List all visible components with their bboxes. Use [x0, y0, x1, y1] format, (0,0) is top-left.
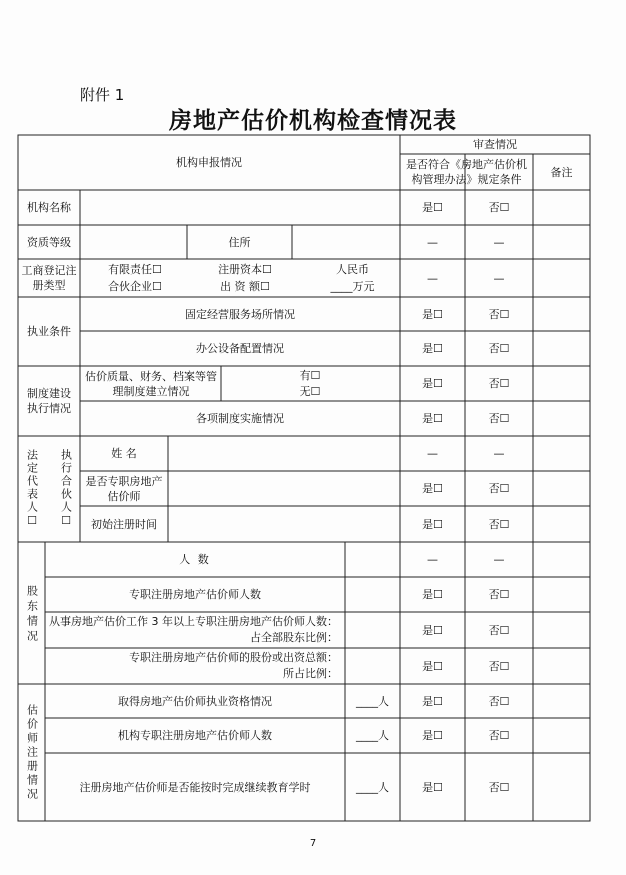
page-number: 7	[309, 838, 317, 849]
label-inst-fulltime: 机构专职注册房地产估价师人数	[118, 729, 272, 742]
label-rmb: 人民币	[336, 263, 369, 276]
option-limited: 有限责任☐	[108, 263, 162, 276]
mark-dash: —	[427, 271, 438, 285]
mark-no: 否☐	[488, 588, 510, 601]
mark-no: 否☐	[488, 342, 510, 355]
label-system: 制度建设执行情况	[27, 387, 71, 415]
mark-no: 否☐	[488, 659, 510, 673]
mark-dash: —	[427, 235, 438, 249]
mark-dash: —	[493, 553, 505, 566]
mark-dash: —	[427, 447, 438, 460]
label-stake-line1: 专职注册房地产估价师的股份或出资总额：	[129, 650, 338, 664]
mark-yes: 是☐	[422, 588, 443, 601]
mark-no: 否☐	[488, 729, 510, 742]
label-count: 人 数	[179, 553, 211, 566]
label-shareholder: 股东情况	[25, 585, 39, 645]
option-partnership: 合伙企业☐	[108, 280, 162, 293]
mark-yes: 是☐	[422, 342, 443, 355]
label-person-unit: ____人	[356, 694, 389, 708]
mark-no: 否☐	[488, 377, 510, 390]
mark-yes: 是☐	[422, 729, 443, 742]
label-fulltime: 是否专职房地产估价师	[85, 474, 163, 503]
label-exec-cond: 执业条件	[27, 325, 71, 338]
mark-no: 否☐	[488, 623, 510, 637]
mark-no: 否☐	[488, 201, 510, 214]
label-share-ratio-line2: 占全部股东比例：	[250, 630, 338, 644]
label-qualification: 资质等级	[27, 235, 71, 249]
mark-yes: 是☐	[422, 517, 443, 531]
option-has: 有☐	[299, 369, 321, 382]
header-review: 审查情况	[473, 138, 517, 151]
label-partner: 执行合伙人☐	[59, 449, 73, 529]
label-first-reg: 初始注册时间	[91, 517, 157, 531]
mark-yes: 是☐	[422, 412, 443, 425]
mark-no: 否☐	[488, 412, 510, 425]
option-contribution: 出 资 额☐	[220, 280, 270, 293]
header-note: 备注	[550, 165, 573, 179]
label-license: 取得房地产估价师执业资格情况	[118, 694, 272, 708]
option-none: 无☐	[299, 385, 321, 398]
label-reg-type: 工商登记注册类型	[21, 264, 77, 292]
header-declare: 机构申报情况	[176, 156, 242, 169]
mark-no: 否☐	[488, 780, 510, 794]
label-office-equip: 办公设备配置情况	[196, 342, 284, 355]
mark-yes: 是☐	[422, 694, 443, 708]
annex-label: 附件 1	[80, 86, 125, 104]
label-person-name: 姓 名	[111, 447, 137, 460]
label-wan: ____万元	[330, 280, 375, 293]
label-fixed-place: 固定经营服务场所情况	[185, 307, 295, 321]
page-title: 房地产估价机构检查情况表	[169, 107, 457, 134]
mark-yes: 是☐	[422, 307, 443, 321]
mark-dash: —	[493, 271, 505, 285]
mark-yes: 是☐	[422, 377, 443, 390]
mark-no: 否☐	[488, 517, 510, 531]
header-comply: 是否符合《房地产估价机构管理办法》规定条件	[406, 158, 527, 186]
mark-dash: —	[427, 553, 438, 566]
mark-yes: 是☐	[422, 623, 443, 637]
label-share-ratio-line1: 从事房地产估价工作 3 年以上专职注册房地产估价师人数：	[49, 614, 338, 628]
mark-dash: —	[493, 447, 505, 460]
mark-no: 否☐	[488, 694, 510, 708]
label-address: 住所	[228, 235, 251, 249]
label-person-unit: ____人	[356, 729, 389, 742]
label-education: 注册房地产估价师是否能按时完成继续教育学时	[79, 780, 311, 794]
mark-no: 否☐	[488, 482, 510, 495]
label-fulltime-count: 专职注册房地产估价师人数	[129, 588, 261, 601]
mark-yes: 是☐	[422, 780, 443, 794]
label-legal-rep: 法定代表人☐	[25, 449, 39, 529]
label-name: 机构名称	[27, 201, 71, 214]
mark-yes: 是☐	[422, 659, 443, 673]
label-appraiser-reg: 估价师注册情况	[25, 704, 39, 802]
mark-dash: —	[493, 235, 505, 249]
label-system-items: 估价质量、财务、档案等管理制度建立情况	[85, 369, 217, 398]
mark-yes: 是☐	[422, 482, 443, 495]
option-capital: 注册资本☐	[218, 263, 272, 276]
label-system-impl: 各项制度实施情况	[196, 412, 284, 425]
mark-yes: 是☐	[422, 201, 443, 214]
mark-no: 否☐	[488, 307, 510, 321]
label-person-unit: ____人	[356, 780, 389, 794]
label-stake-line2: 所占比例：	[283, 666, 338, 680]
